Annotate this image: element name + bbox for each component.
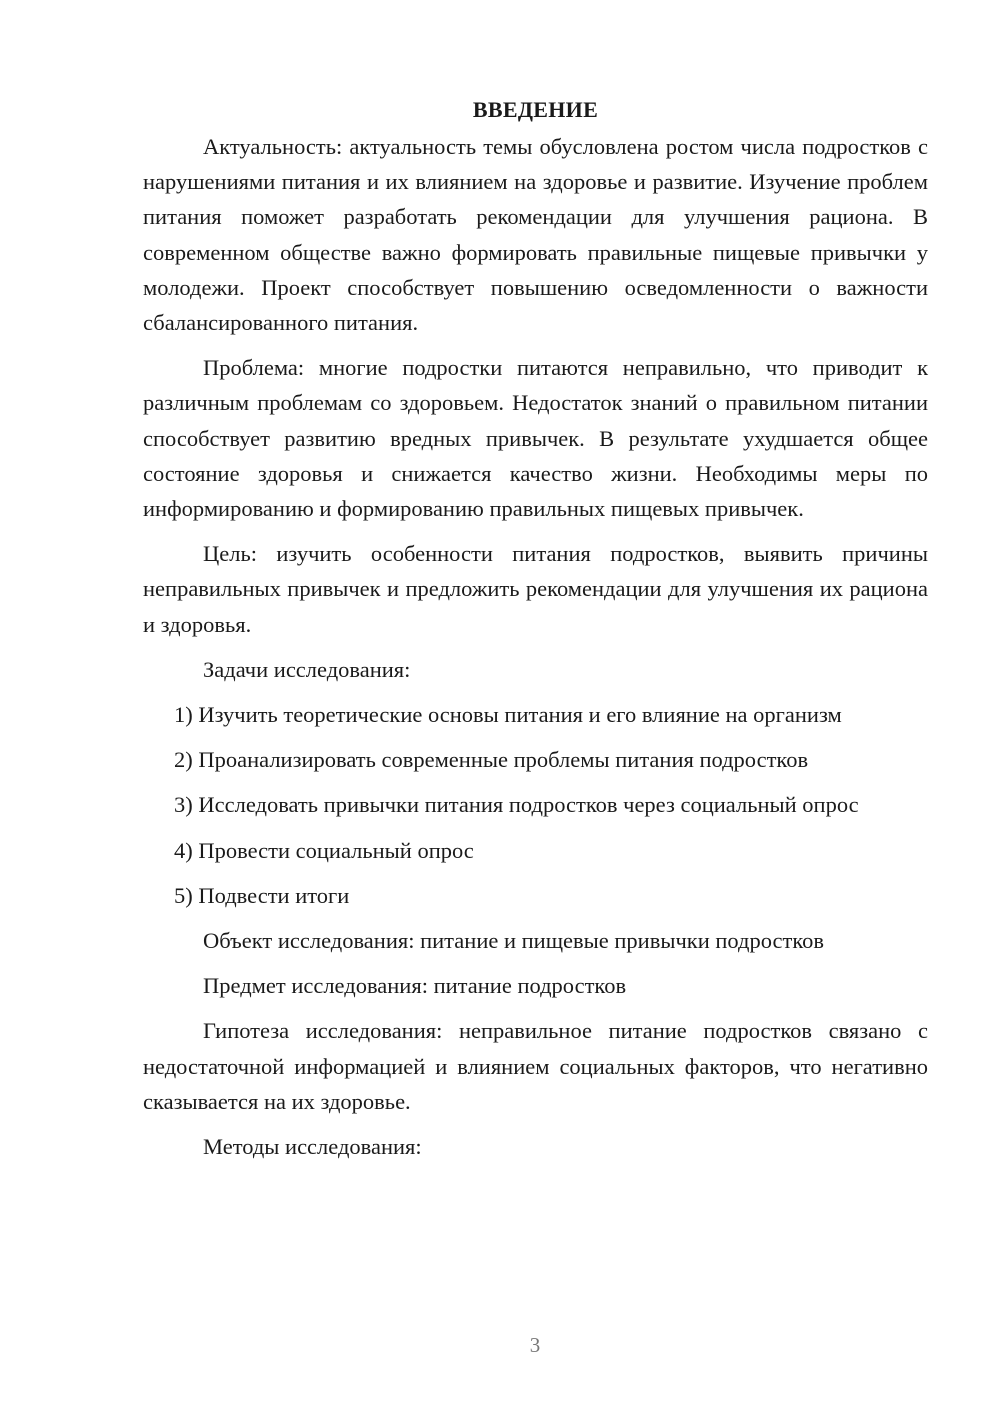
methods-heading: Методы исследования: [203, 1134, 422, 1160]
tasks-list [143, 697, 928, 913]
tasks-heading: Задачи исследования: [203, 656, 411, 682]
paragraph-subject: Предмет исследования: питание подростков [203, 973, 627, 999]
section-title: ВВЕДЕНИЕ [472, 97, 599, 122]
paragraph-problem: Проблема: многие подростки питаются неправильно, что приводит к различным проблемам со здоровьем. Недостаток знаний о правильном питании способствует развитию вредных привычек. В результате ухудшается общее состояние здоровья и снижается качество жизни. Необходимы меры по информированию и формированию правильных пищевых привычек. [143, 355, 928, 522]
page-number: 3 [529, 1333, 541, 1357]
paragraph-goal: Цель: изучить особенности питания подростков, выявить причины неправильных привычек и предложить рекомендации для улучшения их рациона и здоровья. [143, 541, 928, 637]
paragraph-hypothesis: Гипотеза исследования: неправильное питание подростков связано с недостаточной информацией и влиянием социальных факторов, что негативно сказывается на их здоровье. [143, 1018, 928, 1114]
list-item: 1) Изучить теоретические основы питания и его влияние на организм [174, 702, 842, 728]
list-item: 5) Подвести итоги [174, 882, 350, 908]
list-item: 3) Исследовать привычки питания подростков через социальный опрос [174, 792, 859, 818]
paragraph-object: Объект исследования: питание и пищевые привычки подростков [203, 928, 825, 954]
list-item: 4) Провести социальный опрос [174, 837, 474, 863]
paragraph-relevance: Актуальность: актуальность темы обусловлена ростом числа подростков с нарушениями питания и их влиянием на здоровье и развитие. Изучение проблем питания поможет разработать рекомендации для улучшения рациона. В современном обществе важно формировать правильные пищевые привычки у молодежи. Проект способствует повышению осведомленности о важности сбалансированного питания. [143, 134, 928, 336]
document-page [143, 92, 928, 1174]
list-item: 2) Проанализировать современные проблемы питания подростков [174, 747, 809, 773]
